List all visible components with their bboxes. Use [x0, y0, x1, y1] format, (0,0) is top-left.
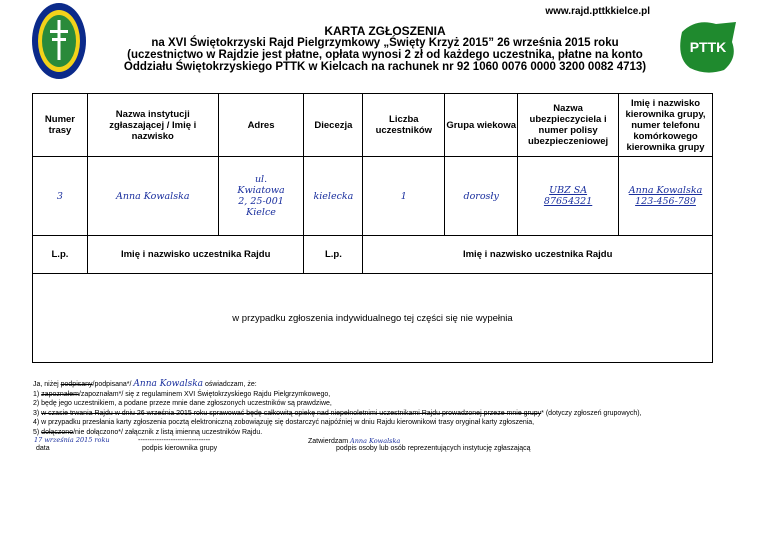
declaration-point-2: 2) będę jego uczestnikiem, a podane przeze mnie dane zgłoszonych uczestników są prawdziwe,	[33, 400, 332, 407]
decl-text: /zapoznałam*/ się z regulaminem XVI Świętokrzyskiego Rajdu Pielgrzymkowego,	[78, 390, 331, 398]
rally-name: na XVI Świętokrzyski Rajd Pielgrzymkowy „Święty Krzyż 2015” 26 września 2015 roku	[151, 37, 619, 49]
individual-notice: w przypadku zgłoszenia indywidualnego tej części się nie wypełnia	[33, 274, 713, 363]
pttk-logo-icon	[676, 18, 740, 74]
adres-line-1: ul.	[254, 174, 268, 185]
cell-kierownik[interactable]	[619, 157, 713, 236]
approve-label: Zatwierdzam	[308, 438, 349, 445]
kierownik-phone: 123-456-789	[635, 196, 696, 207]
account-info: Oddziału Świętokrzyskiego PTTK w Kielcach na rachunek nr 92 1060 0076 0000 3200 0082 4713)	[123, 61, 647, 73]
table-header-row	[33, 94, 713, 157]
struck-option: podpisany	[60, 381, 93, 388]
approve-name[interactable]: Anna Kowalska	[350, 437, 401, 445]
adres-line-2: Kwiatowa	[237, 185, 285, 196]
declarant-name[interactable]: Anna Kowalska	[133, 379, 204, 389]
declaration-point-1	[33, 390, 753, 400]
label-group-leader-signature: podpis kierownika grupy	[142, 445, 218, 452]
form-header	[95, 25, 675, 73]
cell-numer-trasy[interactable]: 3	[33, 157, 88, 236]
declaration-point-5	[33, 428, 753, 438]
struck-option: zapoznałem	[41, 390, 79, 398]
header-kierownik: Imię i nazwisko kierownika grupy, numer telefonu komórkowego kierownika grupy	[619, 94, 713, 157]
decl-text: Ja, niżej	[33, 381, 61, 388]
cell-grupa[interactable]: dorosły	[445, 157, 518, 236]
cell-adres[interactable]	[218, 157, 304, 236]
participants-area	[33, 274, 713, 363]
struck-option: dołączono	[41, 428, 74, 436]
przewodnik-logo-icon	[30, 0, 88, 82]
struck-option: w czasie trwania Rajdu w dniu 26 września 2015 roku sprawować będę całkowitą opiekę nad niepełnoletnimi uczestnikami Rajdu prowadzonej przeze mnie grupy	[41, 409, 542, 417]
svg-text:PTTK: PTTK	[689, 39, 727, 55]
decl-text: oświadczam, że:	[203, 381, 257, 388]
decl-text: 1)	[33, 390, 42, 398]
signature-line: -------------------------------	[138, 437, 211, 444]
adres-line-4: Kielce	[246, 207, 276, 218]
approve-section	[308, 437, 400, 445]
date-value[interactable]: 17 września 2015 roku	[34, 436, 110, 444]
cell-liczba[interactable]: 1	[363, 157, 445, 236]
decl-text: 5)	[33, 428, 42, 436]
form-title: KARTA ZGŁOSZENIA	[324, 24, 446, 38]
header-numer-trasy: Numer trasy	[33, 94, 88, 157]
header-lp-right: L.p.	[304, 236, 363, 274]
header-adres: Adres	[218, 94, 304, 157]
participants-header-row	[33, 236, 713, 274]
adres-line-3: 2, 25-001	[238, 196, 284, 207]
header-uczestnik-left: Imię i nazwisko uczestnika Rajdu	[87, 236, 304, 274]
header-lp-left: L.p.	[33, 236, 88, 274]
decl-text: * (dotyczy zgłoszeń grupowych),	[541, 409, 642, 417]
cell-ubezpieczyciel[interactable]	[518, 157, 619, 236]
header-grupa: Grupa wiekowa	[445, 94, 518, 157]
website-url: www.rajd.pttkkielce.pl	[545, 6, 650, 17]
declaration	[33, 380, 753, 437]
declaration-intro	[33, 380, 753, 390]
declaration-point-4: 4) w przypadku przesłania karty zgłoszenia pocztą elektroniczną zobowiązuję się dostarczyć najpóźniej w dniu Rajdu kierownikowi trasy oryginał karty zgłoszenia,	[33, 419, 535, 426]
cell-instytucja[interactable]: Anna Kowalska	[87, 157, 218, 236]
kierownik-name: Anna Kowalska	[628, 185, 703, 196]
decl-text: /podpisana*/	[92, 381, 134, 388]
header-ubezpieczyciel: Nazwa ubezpieczyciela i numer polisy ubezpieczeniowej	[518, 94, 619, 157]
label-institution-signature: podpis osoby lub osób reprezentujących instytucję zgłaszającą	[336, 445, 531, 452]
policy-number: 87654321	[543, 196, 593, 207]
ubezpieczyciel-name: UBZ SA	[549, 185, 588, 196]
declaration-point-3	[33, 409, 753, 419]
cell-diecezja[interactable]: kielecka	[304, 157, 363, 236]
header-instytucja: Nazwa instytucji zgłaszającej / Imię i nazwisko	[87, 94, 218, 157]
decl-text: /nie dołączono*/ załącznik z listą imienną uczestników Rajdu.	[73, 428, 263, 436]
table-row	[33, 157, 713, 236]
label-date: data	[36, 445, 50, 452]
registration-table	[32, 93, 713, 363]
header-liczba: Liczba uczestników	[363, 94, 445, 157]
header-diecezja: Diecezja	[304, 94, 363, 157]
decl-text: 3)	[33, 409, 42, 417]
header-uczestnik-right: Imię i nazwisko uczestnika Rajdu	[363, 236, 713, 274]
payment-info: (uczestnictwo w Rajdzie jest płatne, opłata wynosi 2 zł od każdego uczestnika, płatne na konto	[127, 49, 643, 61]
